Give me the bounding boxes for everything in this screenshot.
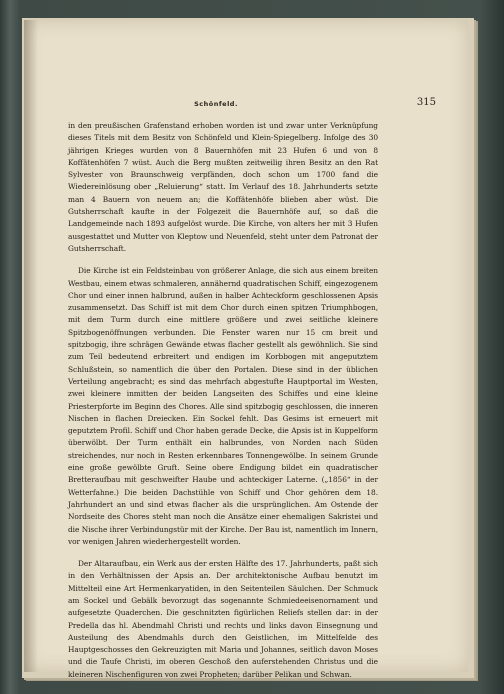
page-header <box>56 97 436 114</box>
body-text <box>68 120 378 691</box>
paragraph-church-building: Die Kirche ist ein Feldsteinbau von größerer Anlage, die sich aus einem breiten Westbau, einem etwas schmaleren, annähernd quadratischen Schiff, eingezogenem Chor und einer innen halbrund, außen in halber Achteckform geschlossenen Apsis zusammensetzt. Das Schiff ist mit dem Chor durch einen spitzen Triumphbogen, mit dem Turm durch eine mittlere größere und zwei seitliche kleinere Spitzbogenöffnungen verbunden. Die Fenster waren nur 15 cm breit und spitzbogig, ihre schrägen Gewände etwas flacher gestellt als gewöhnlich. Sie sind zum Teil bedeutend erbreitert und endigen im Korbbogen mit angeputztem Schlußstein, so namentlich die über den Portalen. Diese sind in der üblichen Verteilung angebracht; es sind das mehrfach abgestufte Hauptportal im Westen, zwei kleinere inmitten der beiden Langseiten des Schiffes und eine kleine Priesterpforte im Beginn des Chores. Alle sind spitzbogig geschlossen, die inneren Nischen in flachen Dreiecken. Ein Sockel fehlt. Das Gesims ist erneuert mit geputztem Profil. Schiff und Chor haben gerade Decke, die Apsis ist in Kuppelform überwölbt. Der Turm enthält ein halbrundes, von Norden nach Süden streichendes, nur noch in Resten erkennbares Tonnengewölbe. In seinem Grunde eine große gewölbte Gruft. Seine obere Endigung bildet ein quadratischer Bretteraufbau mit geschweifter Haube und achteckiger Laterne. („1856“ in der Wetterfahne.) Die beiden Dachstühle von Schiff und Chor gehören dem 18. Jahrhundert an und sind etwas flacher als die ursprünglichen. Am Ostende der Nordseite des Chores steht man noch die Ansätze einer ehemaligen Sakristei und die Nische ihrer Verbindungstür mit der Kirche. Der Bau ist, namentlich im Innern, vor wenigen Jahren wiederhergestellt worden. <box>68 266 378 546</box>
paragraph-history: in den preußischen Grafenstand erhoben worden ist und zwar unter Verknüpfung dieses Titels mit dem Besitz von Schönfeld und Klein-Spiegelberg. Infolge des 30 jährigen Krieges wurden von 8 Bauernhöfen mit 23 Hufen 6 und von 8 Koffätenhöfen 7 wüst. Auch die Berg mußten zeitweilig ihren Besitz an den Rat Sylvester von Braunschweig verpfänden, doch schon um 1700 fand die Wiedereinlösung ober „Reluierung“ statt. Im Verlauf des 18. Jahrhunderts setzte man 4 Bauern von neuem an; die Koffätenhöfe blieben aber wüst. Die Gutsherrschaft kaufte in der Folgezeit die Bauernhöfe auf, so daß die Landgemeinde nach 1893 aufgelöst wurde. Die Kirche, von alters her mit 3 Hufen ausgestattet und Mutter von Kleptow und Neuenfeld, steht unter dem Patronat der Gutsherrschaft. <box>68 121 378 253</box>
running-head: Schönfeld. <box>194 100 238 108</box>
paragraph-altar: Der Altaraufbau, ein Werk aus der ersten Hälfte des 17. Jahrhunderts, paßt sich in den Verhältnissen der Apsis an. Der architektonische Aufbau benutzt im Mittelteil eine Art Hermenkaryatiden, in den Seitenteilen Säulchen. Der Schmuck am Sockel und Gebälk bevorzugt das sogenannte Schmiedeeisenornament und aufgesetzte Quaderchen. Die geschnitzten figürlichen Reliefs stellen dar: in der Predella das hl. Abendmahl Christi und rechts und links davon Einsegnung und Austeilung des Abendmahls durch den Geistlichen, im Mittelfelde des Hauptgeschosses den Gekreuzigten mit Maria und Johannes, seitlich davon Moses und die Taufe Christi, im oberen Geschoß den auferstehenden Christus und die kleineren Nischenfiguren von zwei Propheten; darüber Pelikan und Schwan. <box>68 559 378 679</box>
page-gutter-shadow <box>24 20 38 672</box>
page-number: 315 <box>416 97 436 108</box>
